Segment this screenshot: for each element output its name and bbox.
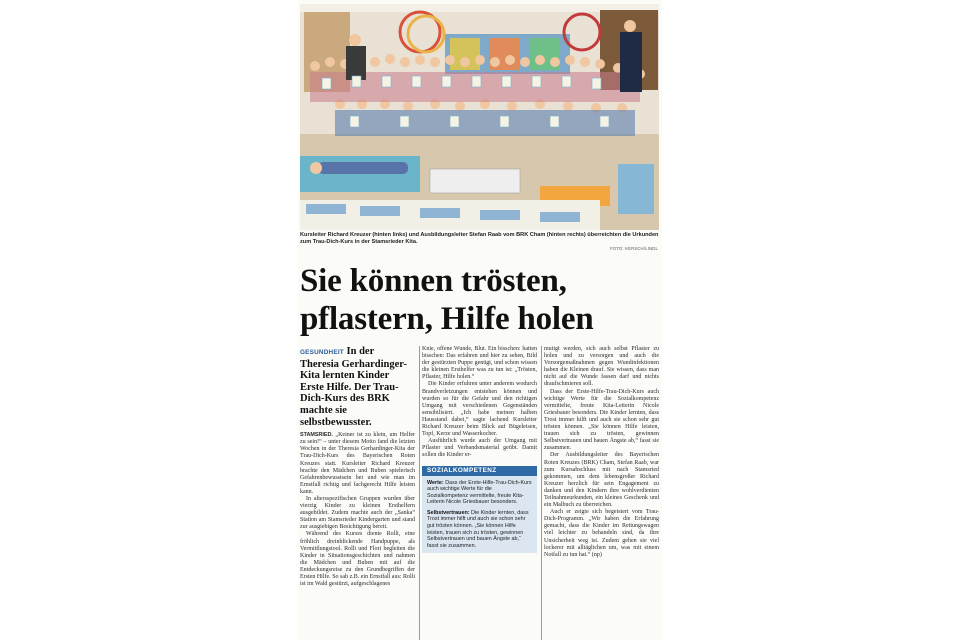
paragraph: Dass der Erste-Hilfe-Trau-Dich-Kurs auch wichtige Werte für die Sozialkompetenz vermittelte, freute Kita-Leiterin Nicole Griesbauer besonders. Die Kinder lernten, dass Trost immer hilft und auch sie schon sehr gut trösten können. „Sie können Hilfe leisten, trauen sich zu trösten, gewinnen Selbstvertrauen und bauen Ängste ab,“ fasst sie zusammen. (544, 388, 659, 452)
photo-caption: Kursleiter Richard Kreuzer (hinten links) und Ausbildungsleiter Stefan Raab vom BRK Cham (hinten rechts) überreichten die Urkunden zum Trau-Dich-Kurs in der Stamsrieder Kita. (300, 232, 659, 245)
dateline: STAMSRIED. (300, 432, 333, 439)
paragraph: Der Ausbildungsleiter des Bayerischen Roten Kreuzes (BRK) Cham, Stefan Raab, war zum Kursabschluss mit nach Stamsried gekommen, um dem lebensgroßer Richard Kreuzer herzlich für sein Engagement zu danken und den Kindern ihre wohlverdienten Teilnahmeurkunden, ein kleines Geschenk und ein Malbuch zu überreichen. (544, 452, 659, 509)
column-1 (300, 346, 415, 588)
headline-line-1: Sie können trösten, (300, 263, 567, 299)
photo-credit: FOTO: KERSCH/LINDL (610, 246, 658, 251)
column-divider (419, 346, 420, 640)
lead-text: In der Theresia Gerhardinger-Kita lernten Kinder Erste Hilfe. Der Trau-Dich-Kurs des BRK machte sie selbstbewusster. (300, 346, 408, 428)
paragraph: In altersspezifischen Gruppen wurden über vierzig Kinder zu kleinen Ersthelfern ausgebildet. Zudem machte auch der „Sanka“ Station am Stamsrieder Kindergarten und stand zur ausgiebigen Besichtigung bereit. (300, 496, 415, 531)
column-3 (544, 346, 659, 559)
article-body (300, 346, 660, 640)
paragraph: Ausführlich wurde auch der Umgang mit Pflaster und Verbandsmaterial geübt. Damit sollen die Kinder er- (422, 438, 537, 459)
paragraph: Während des Kurses diente Rolli, eine fröhlich dreinblickende Handpuppe, als Vermittlungstool. Rolli und Flori begleiten die Kinder in Situationsgeschichten und nahmen die Mädchen und Buben mit auf die Entdeckungsreise zu den Grundbegriffen der Ersten Hilfe. So sah z.B. ein Ernstfall aus: Rolli ist im Wald gestürzt, aufgeschlagenes (300, 531, 415, 588)
paragraph: Die Kinder erfuhren unter anderem wodurch Brandverletzungen entstehen können und wurden so für die Gefahr und den richtigen Umgang mit verschiedenen Gegenständen sensibilisiert. „Ich habe meinen halben Hausstand dabei,“ sagte lachend Kursleiter Richard Kreuzer beim Blick auf Bügeleisen, Topf, Kerze und Wasserkocher. (422, 381, 537, 438)
paragraph: mutigt werden, sich auch selbst Pflaster zu holen und zu versorgen und auch die Vorsorgemaßnahmen gegen Wundinfektionen haben die Kleinen drauf. Sie wissen, dass man nicht auf die Wunde fassen darf und nichts draufschmieren soll. (544, 346, 659, 388)
column-divider (541, 346, 542, 640)
topic-kicker: GESUNDHEIT (300, 349, 344, 356)
group-photo-illustration (300, 4, 659, 230)
newspaper-page (298, 0, 662, 640)
group-photo (300, 4, 659, 230)
column-2 (422, 346, 537, 553)
infobox-item: Selbstvertrauen: Die Kinder lernten, dass Trost immer hilft und auch sie schon sehr gut trösten können. „Sie können Hilfe leisten, trauen sich zu trösten, gewinnen Selbstvertrauen und bauen Ängste ab,“ fasst sie zusammen. (427, 509, 529, 549)
infobox-item: Werte: Dass der Erste-Hilfe-Trau-Dich-Kurs auch wichtige Werte für die Sozialkompetenz vermittelte, freute Kita-Leiterin Nicole Griesbauer besonders. (427, 479, 532, 506)
article-headline (300, 262, 660, 338)
paragraph: STAMSRIED. „Keiner ist zu klein, um Helfer zu sein!“ – unter diesem Motto fand die letzten Wochen in der Theresia Gerhardinger-Kita der Trau-Dich-Kurs des Bayerischen Roten Kreuzes statt. Kursleiter Richard Kreuzer brachte den Mädchen und Buben spielerisch Gefahrenbewusstsein bei und wie man im Ernstfall richtig und fachgerecht Hilfe leisten kann. (300, 432, 415, 495)
paragraph: Auch er zeigte sich begeistert vom Trau-Dich-Programm. „Wir haben die Erfahrung gemacht, dass die Kinder im Rettungswagen viel leichter zu behandeln sind, da ihre Unsicherheit weg ist. Zudem gehen sie viel lockerer mit alltäglichen um, was mit einem Notfall zu tun hat.“ (np) (544, 509, 659, 558)
headline-line-2: pflastern, Hilfe holen (300, 301, 594, 337)
paragraph: Knie, offene Wunde, Blut. Ein bisschen: hatten bisschen: Das erfahren und hier zu sehen, Bild der gestürzten Puppe genügt, und schon wissen die kleinen Ersthelfer was zu tun ist: „Trösten, Pflaster, Hilfe holen.“ (422, 346, 537, 381)
article-lead (300, 346, 415, 428)
infobox-title: SOZIALKOMPETENZ (422, 466, 537, 476)
infobox-sozialkompetenz (422, 466, 537, 554)
